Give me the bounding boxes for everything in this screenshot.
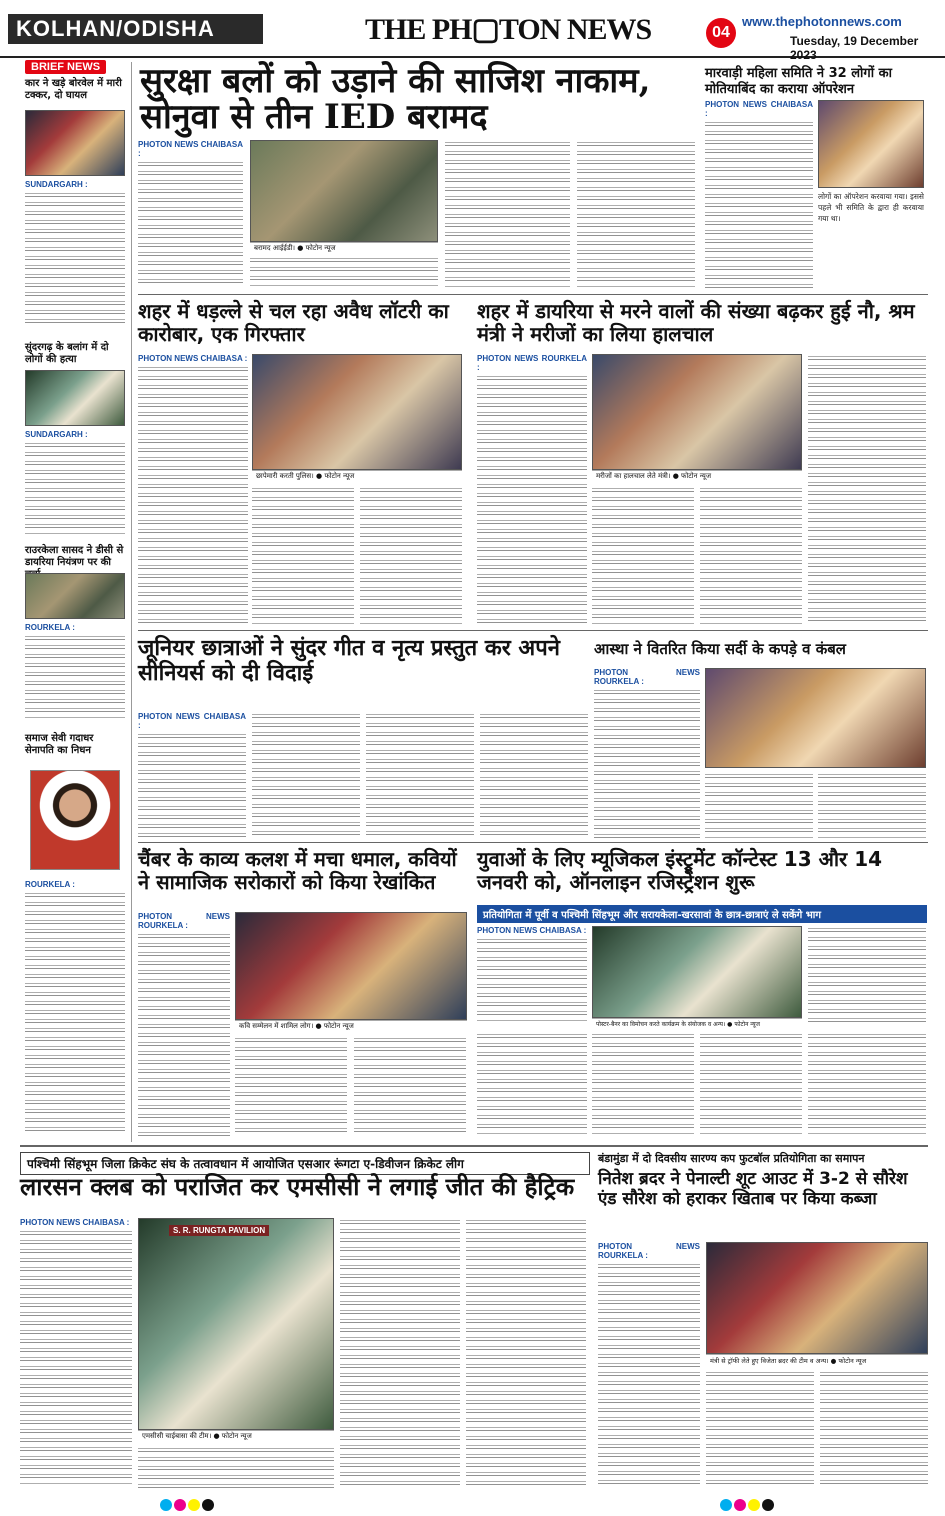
column-rule	[131, 62, 132, 1142]
blanket-photo	[705, 668, 926, 768]
row-rule	[138, 630, 928, 631]
lead-body-col-2	[250, 256, 438, 288]
lottery-body-2	[252, 486, 354, 626]
cricket-caption: एमसीसी चाईबासा की टीम। ● फोटोन न्यूज	[138, 1430, 334, 1442]
diarrhea-body-1: PHOTON NEWS ROURKELA :	[477, 354, 587, 626]
pavilion-sign: S. R. RUNGTA PAVILION	[169, 1225, 269, 1236]
football-kicker: बंडामुंडा में दो दिवसीय सारण्य कप फुटबॉल प्रतियोगिता का समापन	[598, 1152, 865, 1165]
edition-label: KOLHAN/ODISHA	[8, 14, 263, 44]
brief-headline-2: सुंदरगढ़ के बलांग में दो लोगों की हत्या	[25, 342, 109, 365]
brief-body-2: SUNDARGARH :	[25, 430, 125, 538]
farewell-body-2	[252, 712, 360, 838]
brief-news-badge: BRIEF NEWS	[25, 60, 106, 74]
color-registration-marks	[160, 1496, 216, 1515]
blanket-body-3	[818, 772, 926, 838]
football-body-3	[820, 1370, 928, 1488]
marwari-photo	[818, 100, 924, 188]
page-header	[0, 0, 945, 62]
music-body-6	[808, 1032, 926, 1136]
farewell-body-4	[480, 712, 588, 838]
brief-photo-2	[25, 370, 125, 426]
music-body-1: PHOTON NEWS CHAIBASA :	[477, 926, 587, 1026]
diarrhea-body-4	[808, 354, 926, 626]
brief-photo-1	[25, 110, 125, 176]
masthead: THE PH▢TON NEWS	[365, 13, 652, 46]
brief-headline-3: राउरकेला सासद ने डीसी से डायरिया नियंत्रण पर की	[25, 545, 124, 568]
lottery-caption: छापेमारी करती पुलिस। ● फोटोन न्यूज	[252, 470, 462, 482]
obituary-portrait	[30, 770, 120, 870]
football-photo	[706, 1242, 928, 1354]
diarrhea-body-3	[700, 486, 802, 626]
marwari-body-1: PHOTON NEWS CHAIBASA :	[705, 100, 813, 290]
farewell-body-3	[366, 712, 474, 838]
music-photo	[592, 926, 802, 1018]
site-link[interactable]: www.thephotonnews.com	[742, 14, 902, 29]
music-body-4	[592, 1032, 694, 1136]
kavya-photo	[235, 912, 467, 1020]
cricket-headline: लारसन क्लब को पराजित कर एमसीसी ने लगाई जीत की हैट्रिक	[20, 1173, 575, 1201]
music-caption: पोस्टर-बैनर का विमोचन करते कार्यक्रम के संयोजक व अन्य। ● फोटोन न्यूज	[592, 1018, 802, 1029]
cricket-body-2	[138, 1446, 334, 1488]
lottery-body-3	[360, 486, 462, 626]
lead-photo	[250, 140, 438, 242]
issue-date: Tuesday, 19 December 2023	[790, 34, 919, 62]
football-body-2	[706, 1370, 814, 1488]
lead-body-col-1: PHOTON NEWS CHAIBASA :	[138, 140, 243, 288]
brief-headline-1: कार ने खड़े बोरवेल में मारी टक्कर, दो घायल	[25, 78, 122, 101]
row-rule	[138, 294, 928, 295]
lottery-photo	[252, 354, 462, 470]
lottery-headline: शहर में धड़ल्ले से चल रहा अवैध लॉटरी का कारोबार, एक गिरफ्तार	[138, 299, 449, 346]
diarrhea-body-2	[592, 486, 694, 626]
kavya-body-3	[354, 1036, 466, 1136]
brief-body-1: SUNDARGARH :	[25, 180, 125, 330]
kavya-body-2	[235, 1036, 347, 1136]
kavya-caption: कवि सम्मेलन में शामिल लोग। ● फोटोन न्यूज	[235, 1020, 467, 1032]
football-caption: मंत्री से ट्रॉफी लेते हुए विजेता ब्रदर की टीम व अन्य। ● फोटोन न्यूज	[706, 1354, 928, 1366]
lead-body-col-4	[577, 140, 695, 288]
blanket-body-1: PHOTON NEWS ROURKELA :	[594, 668, 700, 838]
brief-headline-4: समाज सेवी गदाधर सेनापति का निधन	[25, 733, 94, 756]
cricket-body-3	[340, 1218, 460, 1488]
marwari-headline: मारवाड़ी महिला समिति ने 32 लोगों का मोतियाबिंद का कराया ऑपरेशन	[705, 66, 892, 97]
page-number: 04	[706, 18, 736, 48]
kavya-body-1: PHOTON NEWS ROURKELA :	[138, 912, 230, 1137]
blanket-headline: आस्था ने वितरित किया सर्दी के कपड़े व कंबल	[594, 640, 846, 658]
row-rule	[138, 842, 928, 843]
football-body-1: PHOTON NEWS ROURKELA :	[598, 1242, 700, 1488]
cricket-body-4	[466, 1218, 586, 1488]
section-rule	[20, 1145, 928, 1147]
diarrhea-headline: शहर में डायरिया से मरने वालों की संख्या बढ़कर हुई नौ, श्रम मंत्री ने मरीजों का लिया हालचाल	[477, 299, 915, 346]
music-body-5	[700, 1032, 802, 1136]
brief-body-3: ROURKELA :	[25, 623, 125, 723]
music-body-3	[477, 1032, 587, 1136]
diarrhea-photo	[592, 354, 802, 470]
brief-photo-3	[25, 573, 125, 619]
farewell-body-1: PHOTON NEWS CHAIBASA :	[138, 712, 246, 838]
lead-caption: बरामद आईईडी। ● फोटोन न्यूज	[250, 242, 438, 254]
music-headline: युवाओं के लिए म्यूजिकल इंस्ट्रूमेंट कॉन्टेस्ट 13 और 14 जनवरी को, ऑनलाइन रजिस्ट्रेशन शुरू	[477, 847, 883, 894]
farewell-headline: जूनियर छात्राओं ने सुंदर गीत व नृत्य प्रस्तुत कर अपने सीनियर्स को दी विदाई	[138, 636, 560, 687]
music-body-2	[808, 926, 926, 1026]
lottery-body-1: PHOTON NEWS CHAIBASA :	[138, 354, 248, 626]
marwari-body-2: लोगों का ऑपरेशन करवाया गया। इससे पहले भी समिति के द्वारा ही करवाया गया था।	[818, 192, 924, 223]
lead-headline: सुरक्षा बलों को उड़ाने की साजिश नाकाम, सोनुवा से तीन IED बरामद	[140, 61, 651, 137]
color-registration-marks-right	[720, 1496, 776, 1515]
kavya-headline: चैंबर के काव्य कलश में मचा धमाल, कवियों ने सामाजिक सरोकारों को किया रेखांकित	[138, 847, 457, 894]
music-band: प्रतियोगिता में पूर्वी व पश्चिमी सिंहभूम और सरायकेला-खरसावां के छात्र-छात्राएं ले सकेंगे भाग	[477, 905, 927, 923]
blanket-body-2	[705, 772, 813, 838]
cricket-body-1: PHOTON NEWS CHAIBASA :	[20, 1218, 132, 1488]
brief-body-4: ROURKELA :	[25, 880, 125, 1135]
lead-body-col-3	[445, 140, 570, 288]
cricket-band: पश्चिमी सिंहभूम जिला क्रिकेट संघ के तत्वावधान में आयोजित एसआर रूंगटा ए-डिवीजन क्रिकेट लीग	[20, 1152, 590, 1175]
diarrhea-caption: मरीजों का हालचाल लेते मंत्री। ● फोटोन न्यूज	[592, 470, 802, 482]
football-headline: नितेश ब्रदर ने पेनाल्टी शूट आउट में 3-2 से सौरेश एंड सौरेश को हराकर खिताब पर किया कब्जा	[598, 1169, 908, 1209]
cricket-photo	[138, 1218, 334, 1430]
